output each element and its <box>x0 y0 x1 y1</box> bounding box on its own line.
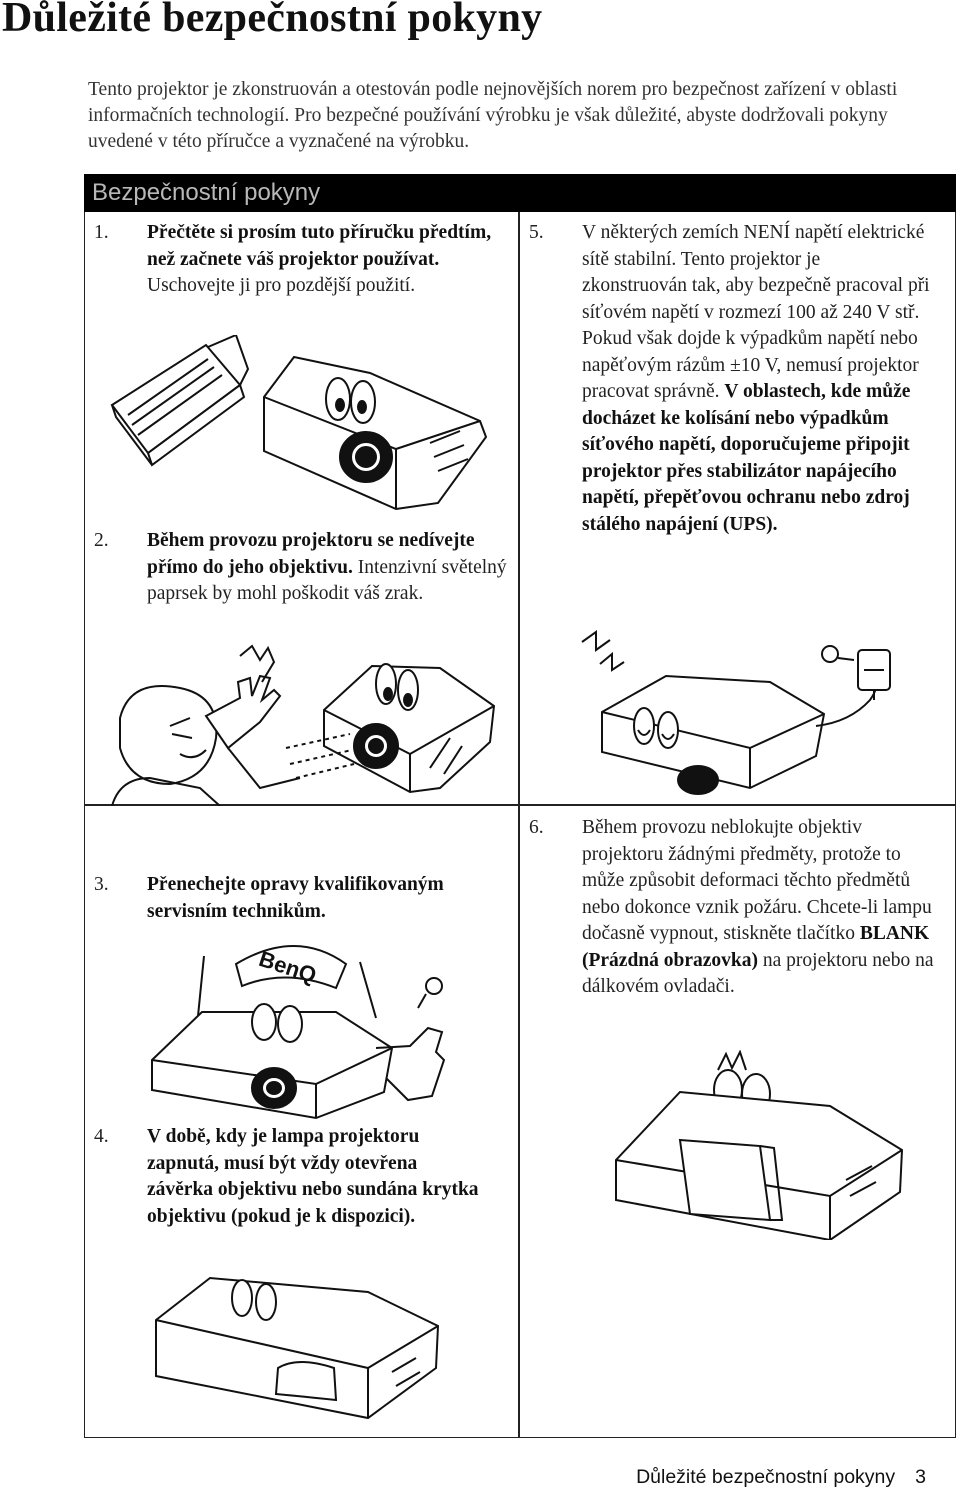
item-number: 1. <box>94 222 109 243</box>
item-number: 3. <box>94 874 109 895</box>
projector-reading-manual-illustration <box>108 335 488 510</box>
item-text: Uschovejte ji pro pozdější použití. <box>147 275 416 296</box>
projector-power-adapter-illustration <box>580 630 910 802</box>
page-number: 3 <box>915 1466 926 1488</box>
projector-blocked-lens-illustration <box>610 1050 910 1240</box>
item-number: 6. <box>529 817 544 838</box>
benq-cap-logo: BenQ <box>255 946 320 988</box>
item-text: V některých zemích NENÍ napětí elektrické sítě stabilní. Tento projektor je zkonstruován tak, aby bezpečně pracoval při síťovém napětí v rozmezí 100 až 240 V stř. Pokud však dojde k výpadkům napětí nebo napěťovým rázům ±10 V, nemusí projektor pracovat správně. <box>582 222 930 402</box>
item-number: 2. <box>94 530 109 551</box>
item-bold-text: Přenechejte opravy kvalifikovaným servisním technikům. <box>147 874 444 922</box>
item-text: Intenzivní světelný paprsek by mohl poškodit váš zrak. <box>147 556 507 604</box>
column-divider-bottom <box>518 804 520 1437</box>
item-number: 5. <box>529 222 544 243</box>
section-title: Bezpečnostní pokyny <box>92 179 321 206</box>
projector-with-lens-cap-illustration <box>148 1272 448 1424</box>
item-bold-text: V oblastech, kde může docházet ke kolísání nebo výpadkům síťového napětí, doporučujeme připojit projektor přes stabilizátor napájecího napětí, přepěťovou ochranu nebo zdroj stálého napájení (UPS). <box>582 381 911 535</box>
person-blinded-by-projector-illustration <box>110 638 500 806</box>
intro-paragraph: Tento projektor je zkonstruován a otestován podle nejnovějších norem pro bezpečnost zařízení v oblasti informačních technologií. Pro bezpečné používání výrobku je však důležité, abyste dodržovali pokyny uvedené v této příručce a vyznačené na výrobku. <box>88 79 898 152</box>
item-bold-text: Přečtěte si prosím tuto příručku předtím, než začnete váš projektor používat. <box>147 222 492 270</box>
item-text-end: na projektoru nebo na dálkovém ovladači. <box>582 949 934 997</box>
item-number: 4. <box>94 1126 109 1147</box>
item-bold-text: V době, kdy je lampa projektoru zapnutá, musí být vždy otevřena závěrka objektivu nebo sundána krytka objektivu (pokud je k dispozici). <box>147 1126 479 1227</box>
footer-title: Důležité bezpečnostní pokyny <box>636 1466 896 1488</box>
item-text: Během provozu neblokujte objektiv projektoru žádnými předměty, protože to může způsobit deformaci těchto předmětů nebo dokonce vznik požáru. Chcete-li lampu dočasně vypnout, stiskněte tlačítko <box>582 817 932 944</box>
column-divider-top <box>518 212 520 805</box>
page-title: Důležité bezpečnostní pokyny <box>2 0 543 41</box>
projector-with-benq-cap-illustration <box>146 928 456 1120</box>
page-footer <box>636 1466 926 1489</box>
item-bold-text: BLANK (Prázdná obrazovka) <box>582 923 930 971</box>
item-bold-text: Během provozu projektoru se nedívejte přímo do jeho objektivu. <box>147 530 475 578</box>
